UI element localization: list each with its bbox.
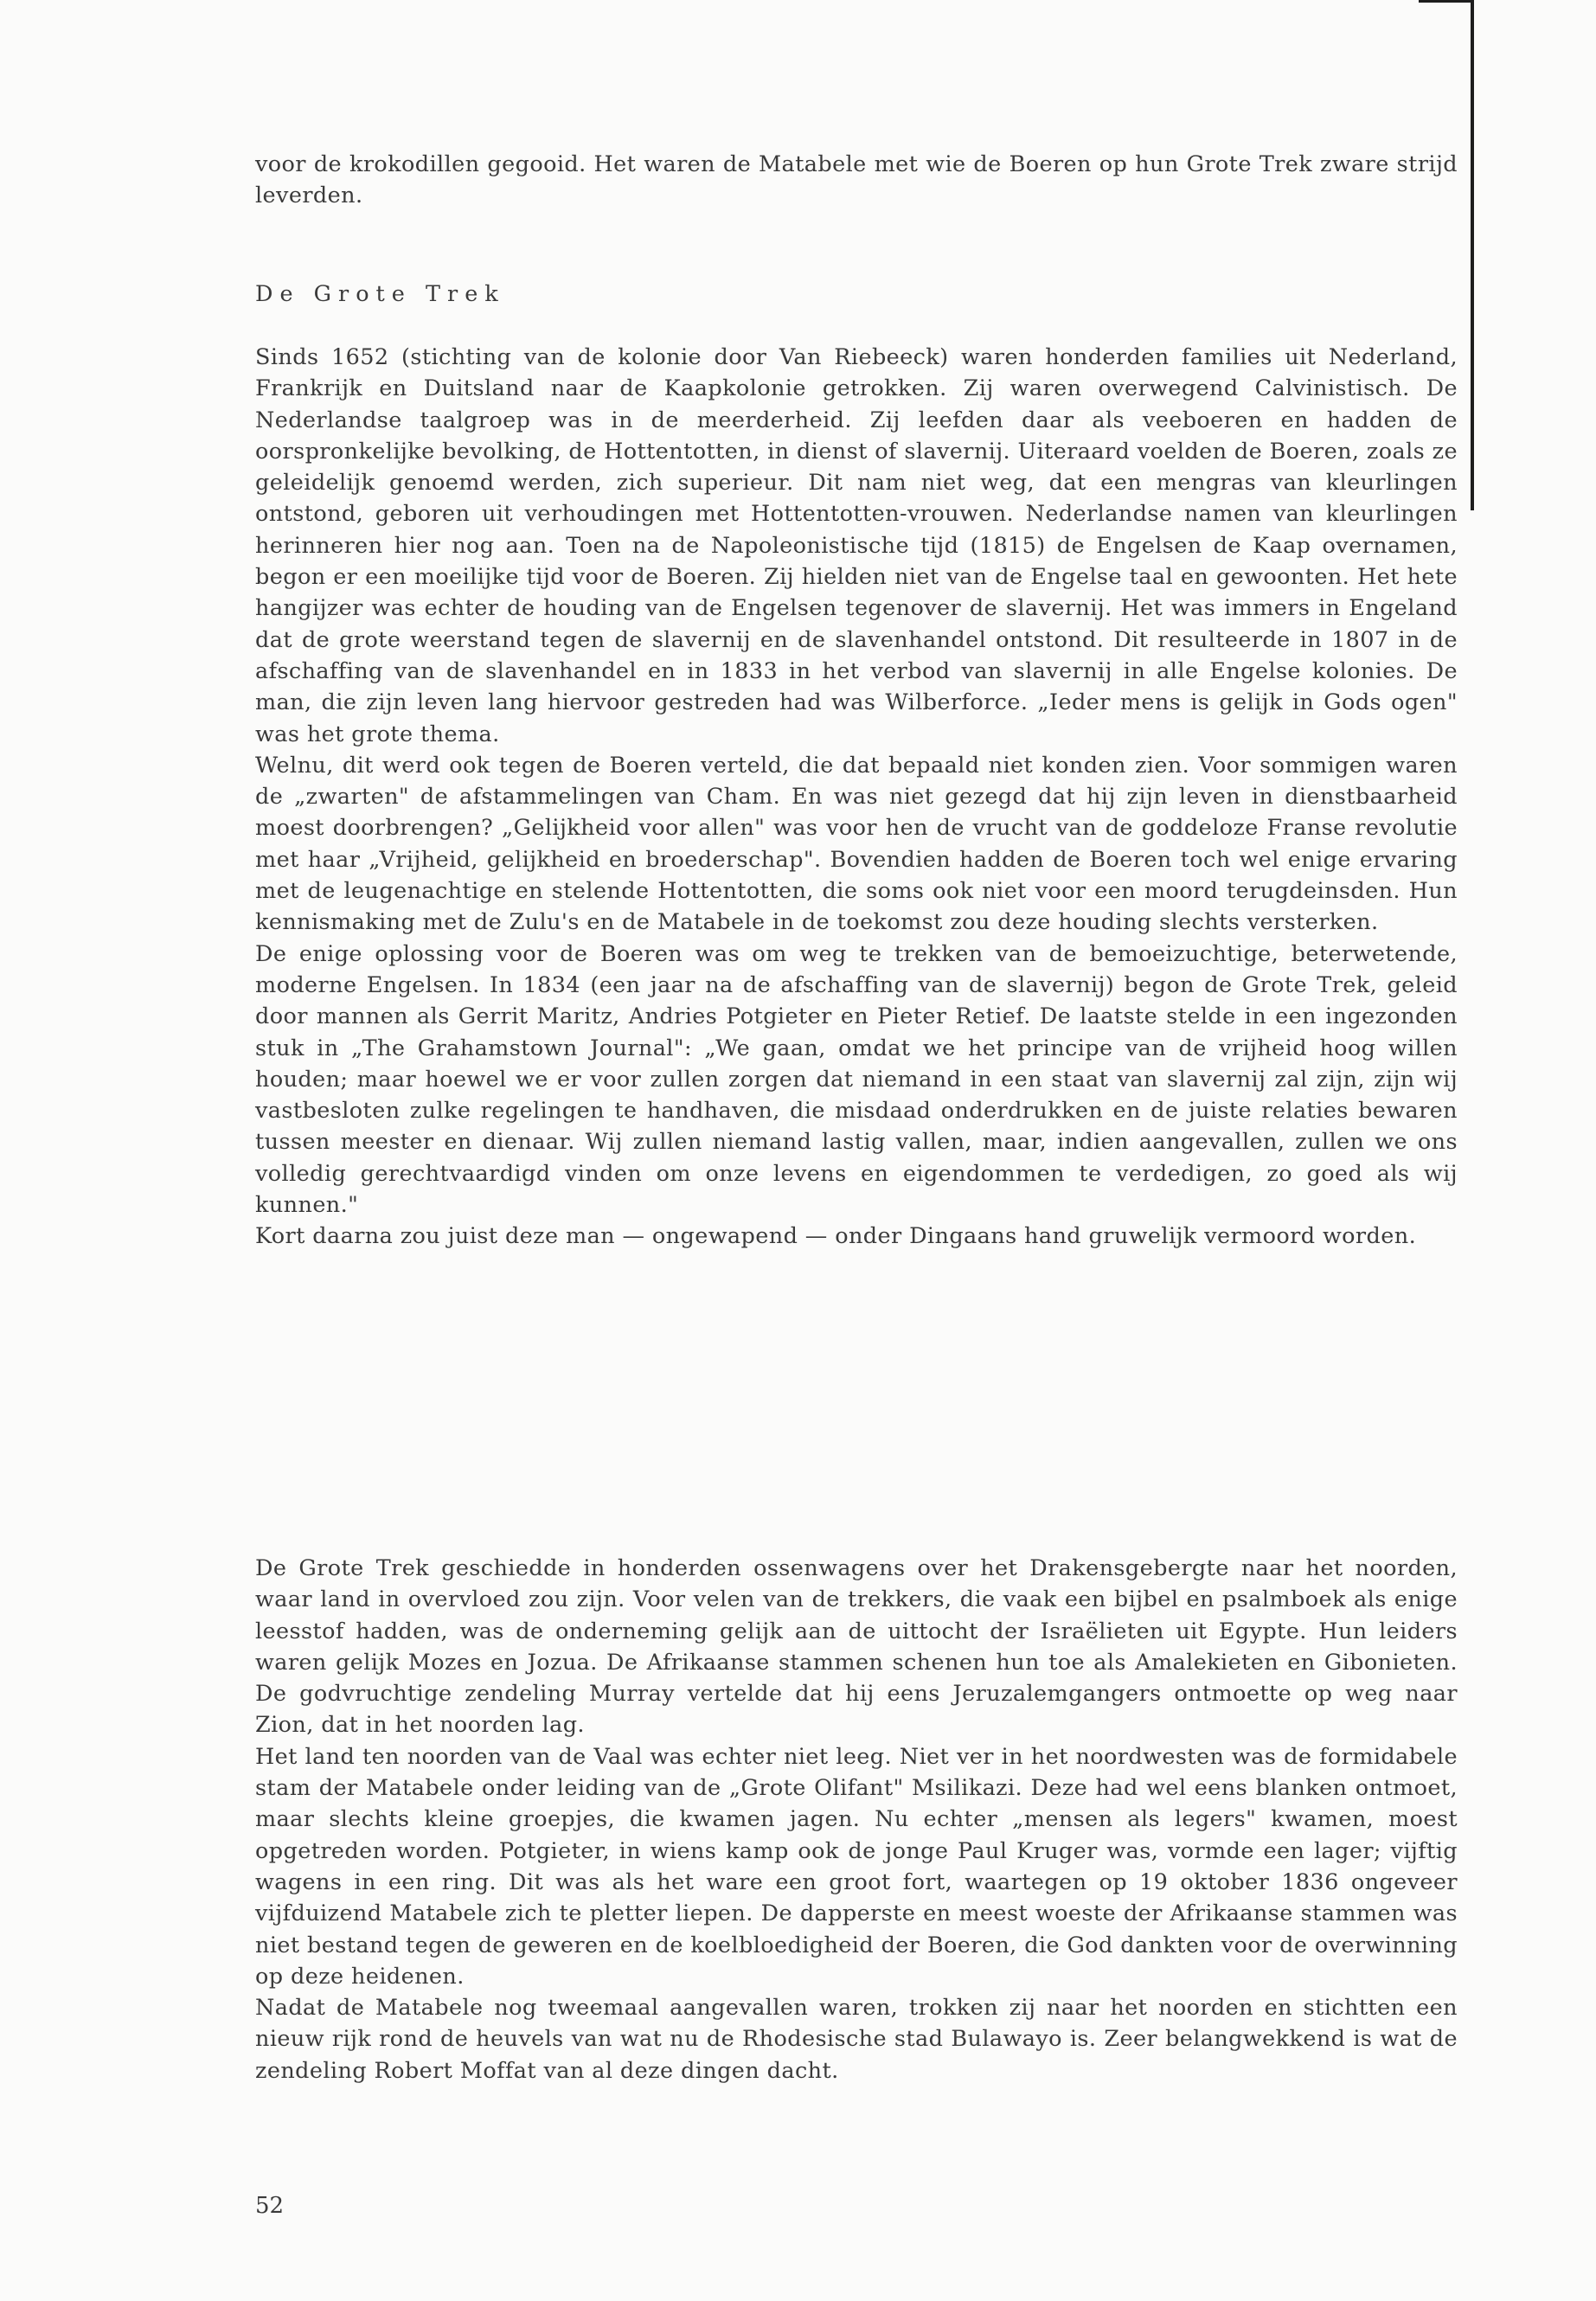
scan-edge-corner bbox=[1419, 0, 1474, 3]
paragraph: Sinds 1652 (stichting van de kolonie door Van Riebeeck) waren honderden families uit Nederland, Frankrijk en Duitsland naar de Kaapkolonie getrokken. Zij waren overwegend Calvinistisch. De Nederlandse taalgroep was in de meerderheid. Zij leefden daar als veeboeren en hadden de oorspronkelijke bevolking, de Hottentotten, in dienst of slavernij. Uiteraard voelden de Boeren, zoals ze geleidelijk genoemd werden, zich superieur. Dit nam niet weg, dat een mengras van kleurlingen ontstond, geboren uit verhoudingen met Hottentotten-vrouwen. Nederlandse namen van kleurlingen herinneren hier nog aan. Toen na de Napoleonistische tijd (1815) de Engelsen de Kaap overnamen, begon er een moeilijke tijd voor de Boeren. Zij hielden niet van de Engelse taal en gewoonten. Het hete hangijzer was echter de houding van de Engelsen tegenover de slavernij. Het was immers in Engeland dat de grote weerstand tegen de slavernij en de slavenhandel ontstond. Dit resulteerde in 1807 in de afschaffing van de slavenhandel en in 1833 in het verbod van slavernij in alle Engelse kolonies. De man, die zijn leven lang hiervoor gestreden had was Wilberforce. „Ieder mens is gelijk in Gods ogen" was het grote thema. bbox=[255, 344, 1458, 747]
paragraph: Kort daarna zou juist deze man — ongewapend — onder Dingaans hand gruwelijk vermoord worden. bbox=[255, 1223, 1417, 1250]
paragraph: Nadat de Matabele nog tweemaal aangevallen waren, trokken zij naar het noorden en stichtten een nieuw rijk rond de heuvels van wat nu de Rhodesische stad Bulawayo is. Zeer belangwekkend is wat de zendeling Robert Moffat van al deze dingen dacht. bbox=[255, 1995, 1458, 2084]
section-body bbox=[255, 342, 1458, 1253]
second-section-body bbox=[255, 1553, 1458, 2086]
scan-edge-line bbox=[1471, 0, 1474, 510]
section-heading: De Grote Trek bbox=[255, 281, 505, 307]
paragraph: Welnu, dit werd ook tegen de Boeren verteld, die dat bepaald niet konden zien. Voor sommigen waren de „zwarten" de afstammelingen van Cham. En was niet gezegd dat hij zijn leven in dienstbaarheid moest doorbrengen? „Gelijkheid voor allen" was voor hen de vrucht van de goddeloze Franse revolutie met haar „Vrijheid, gelijkheid en broederschap". Bovendien hadden de Boeren toch wel enige ervaring met de leugenachtige en stelende Hottentotten, die soms ook niet voor een moord terugdeinsden. Hun kennismaking met de Zulu's en de Matabele in de toekomst zou deze houding slechts versterken. bbox=[255, 752, 1458, 936]
paragraph: De Grote Trek geschiedde in honderden ossenwagens over het Drakensgebergte naar het noorden, waar land in overvloed zou zijn. Voor velen van de trekkers, die vaak een bijbel en psalmboek als enige leesstof hadden, was de onderneming gelijk aan de uittocht der Israëlieten uit Egypte. Hun leiders waren gelijk Mozes en Jozua. De Afrikaanse stammen schenen hun toe als Amalekieten en Gibonieten. De godvruchtige zendeling Murray vertelde dat hij eens Jeruzalemgangers ontmoette op weg naar Zion, dat in het noorden lag. bbox=[255, 1555, 1458, 1739]
paragraph: De enige oplossing voor de Boeren was om weg te trekken van de bemoeizuchtige, beterwetende, moderne Engelsen. In 1834 (een jaar na de afschaffing van de slavernij) begon de Grote Trek, geleid door mannen als Gerrit Maritz, Andries Potgieter en Pieter Retief. De laatste stelde in een ingezonden stuk in „The Grahamstown Journal": „We gaan, omdat we het principe van de vrijheid hoog willen houden; maar hoewel we er voor zullen zorgen dat niemand in een staat van slavernij zal zijn, zijn wij vastbesloten zulke regelingen te handhaven, die misdaad onderdrukken en de juiste relaties bewaren tussen meester en dienaar. Wij zullen niemand lastig vallen, maar, indien aangevallen, zullen we ons volledig gerechtvaardigd vinden om onze levens en eigendommen te verdedigen, zo goed als wij kunnen." bbox=[255, 940, 1458, 1219]
intro-paragraph-block bbox=[255, 149, 1458, 212]
page-number: 52 bbox=[255, 2193, 285, 2219]
intro-paragraph: voor de krokodillen gegooid. Het waren de Matabele met wie de Boeren op hun Grote Trek zware strijd leverden. bbox=[255, 151, 1458, 209]
paragraph: Het land ten noorden van de Vaal was echter niet leeg. Niet ver in het noordwesten was de formidabele stam der Matabele onder leiding van de „Grote Olifant" Msilikazi. Deze had wel eens blanken ontmoet, maar slechts kleine groepjes, die kwamen jagen. Nu echter „mensen als legers" kwamen, moest opgetreden worden. Potgieter, in wiens kamp ook de jonge Paul Kruger was, vormde een lager; vijftig wagens in een ring. Dit was als het ware een groot fort, waartegen op 19 oktober 1836 ongeveer vijfduizend Matabele zich te pletter liepen. De dapperste en meest woeste der Afrikaanse stammen was niet bestand tegen de geweren en de koelbloedigheid der Boeren, die God dankten voor de overwinning op deze heidenen. bbox=[255, 1743, 1458, 1990]
